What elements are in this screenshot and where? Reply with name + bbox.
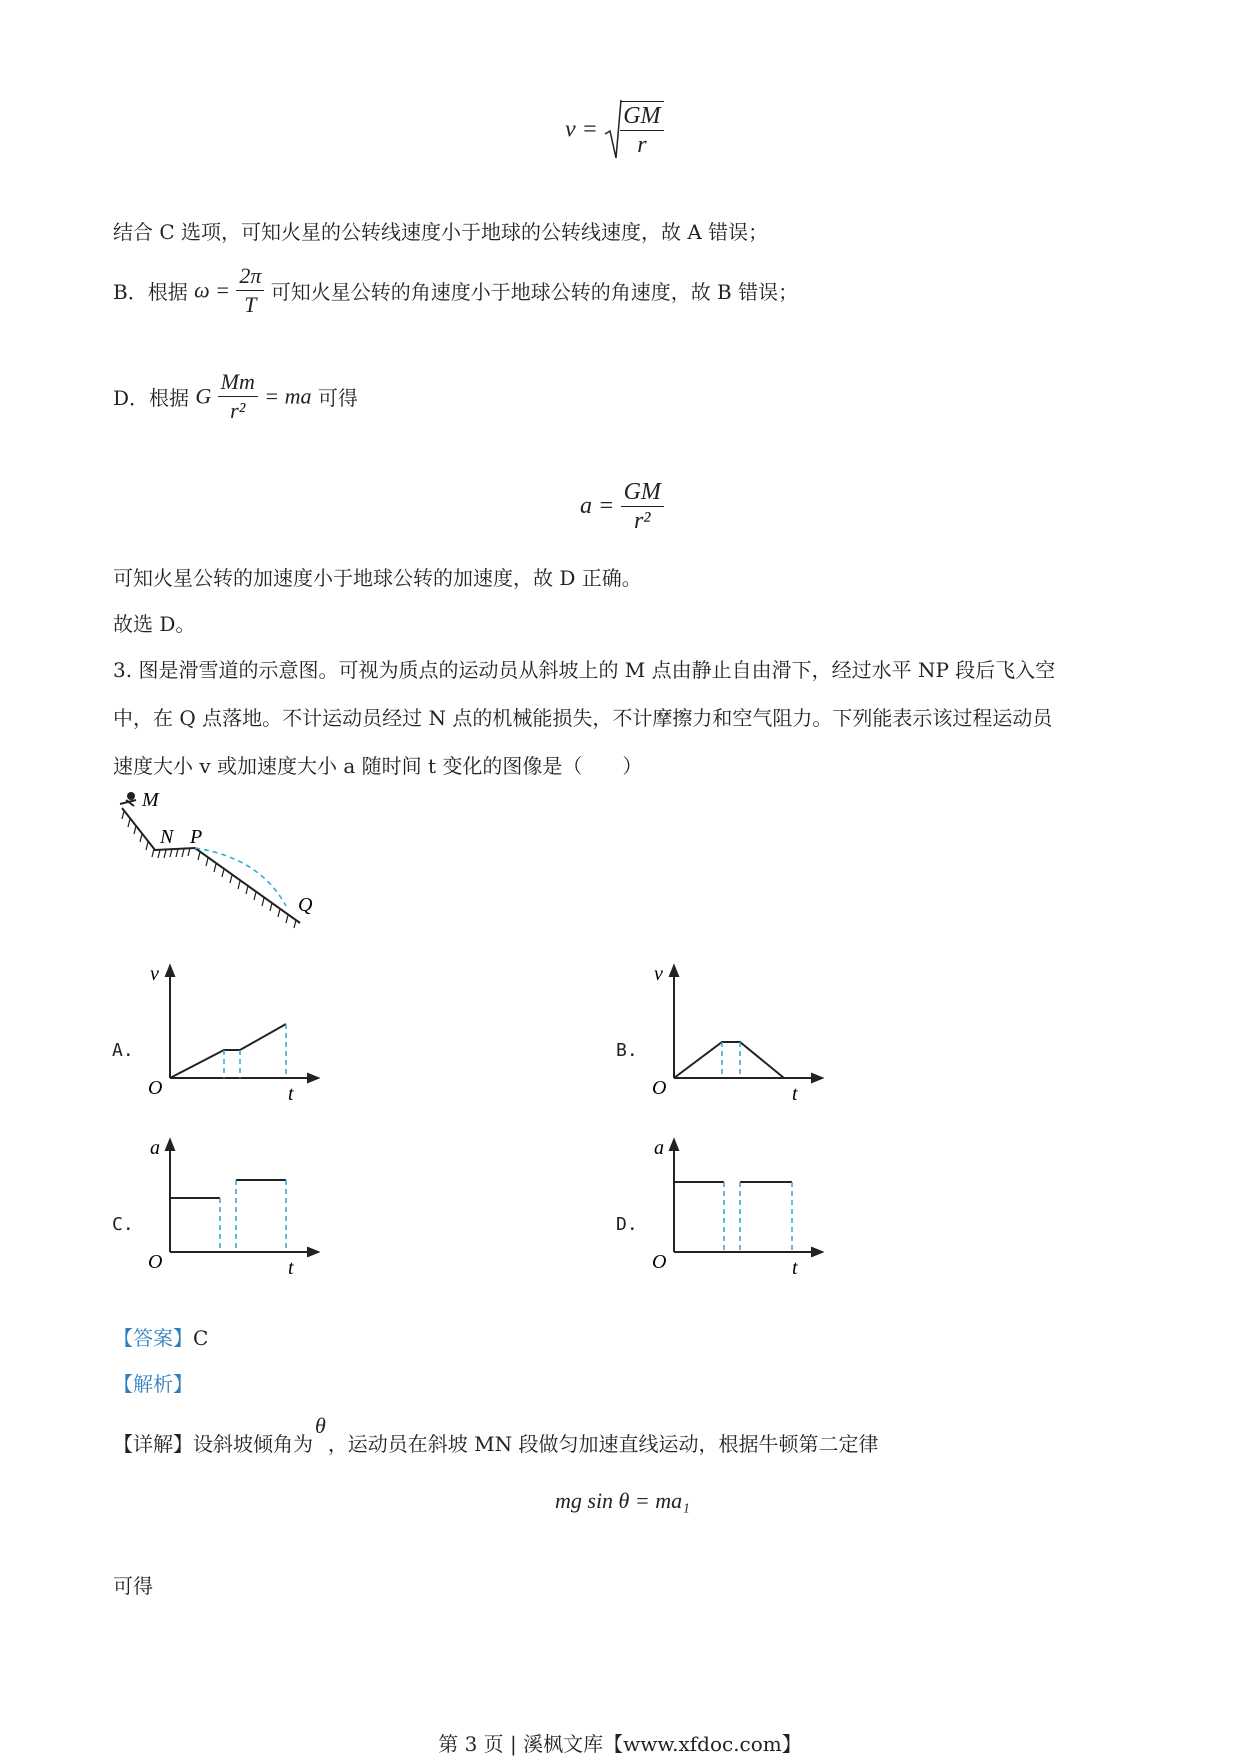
option-c-graph[interactable] (140, 1134, 320, 1284)
option-d-origin: O (652, 1251, 667, 1273)
page-footer: 第 3 页 | 溪枫文库【www.xfdoc.com】 (438, 1732, 802, 1756)
ski-slope-diagram (110, 788, 330, 938)
label-q: Q (298, 894, 313, 916)
eq-v-lhs: v = (565, 116, 598, 143)
acceleration-segments (170, 1180, 286, 1198)
detail-text-2: ，运动员在斜坡 MN 段做匀加速直线运动，根据牛顿第二定律 (327, 1432, 879, 1456)
kede-line: 可得 (113, 1574, 153, 1598)
velocity-line (170, 1024, 286, 1078)
option-c-origin: O (148, 1251, 163, 1273)
velocity-line (674, 1042, 784, 1078)
equation-newton (555, 1488, 690, 1514)
omega-den: T (244, 292, 257, 317)
option-a-xlabel: t (288, 1083, 294, 1105)
analysis-tag: 【解析】 (113, 1372, 193, 1396)
label-m: M (142, 789, 159, 811)
omega-num: 2π (236, 262, 264, 291)
option-d-graph[interactable] (644, 1134, 824, 1284)
detail-tag: 【详解】 (113, 1432, 193, 1456)
skier-figure (120, 793, 136, 806)
option-a-label[interactable]: A. (112, 1040, 134, 1061)
eq-a-den: r² (633, 508, 651, 534)
theta-symbol: θ (315, 1413, 326, 1438)
option-c-ylabel: a (150, 1137, 160, 1159)
label-n: N (160, 826, 174, 848)
label-p: P (190, 826, 203, 848)
line-b-prefix: B．根据 (113, 280, 188, 304)
omega-lhs: ω = (194, 277, 230, 303)
option-a-graph[interactable] (140, 960, 320, 1110)
option-b-label[interactable]: B. (616, 1040, 638, 1061)
line-d (113, 368, 358, 425)
option-c-label[interactable]: C. (112, 1214, 134, 1235)
answer-tag: 【答案】 (113, 1326, 193, 1350)
option-b-ylabel: v (654, 963, 663, 985)
line-select: 故选 D。 (113, 612, 196, 636)
option-b-xlabel: t (792, 1083, 798, 1105)
option-b-graph[interactable] (644, 960, 824, 1110)
analysis-line (113, 1368, 193, 1397)
answer-value: C (193, 1326, 209, 1350)
eq-v-num: GM (620, 102, 663, 131)
option-d-ylabel: a (654, 1137, 664, 1159)
eq-a-lhs: a = (580, 493, 615, 519)
grav-g: G (195, 383, 212, 409)
grav-rhs: = ma (264, 383, 312, 409)
q3-line-2: 中，在 Q 点落地。不计运动员经过 N 点的机械能损失，不计摩擦力和空气阻力。下列能表示该过程运动员 (113, 706, 1053, 730)
detail-line (113, 1413, 879, 1457)
slope-surface (122, 808, 300, 923)
grav-den: r² (230, 398, 246, 423)
line-d-suffix: 可得 (317, 386, 358, 410)
equation-velocity (565, 98, 664, 162)
line-d-prefix: D．根据 (113, 386, 190, 410)
option-a-ylabel: v (150, 963, 159, 985)
eq-a-num: GM (621, 478, 664, 507)
equation-acceleration (580, 478, 664, 535)
option-d-xlabel: t (792, 1257, 798, 1279)
detail-text-1: 设斜坡倾角为 (193, 1432, 313, 1456)
line-b-suffix: 可知火星公转的角速度小于地球公转的角速度，故 B 错误； (270, 280, 799, 304)
line-a-conclusion: 结合 C 选项，可知火星的公转线速度小于地球的公转线速度，故 A 错误； (113, 220, 769, 244)
line-b (113, 262, 798, 319)
answer-line (113, 1322, 208, 1351)
line-d-conclusion: 可知火星公转的加速度小于地球公转的加速度，故 D 正确。 (113, 566, 642, 590)
option-b-origin: O (652, 1077, 667, 1099)
option-a-origin: O (148, 1077, 163, 1099)
q3-line-3: 速度大小 v 或加速度大小 a 随时间 t 变化的图像是（ ） (113, 754, 643, 778)
option-d-label[interactable]: D. (616, 1214, 638, 1235)
slope-hatching (122, 811, 296, 928)
grav-num: Mm (218, 368, 258, 397)
eq-v-den: r (637, 132, 647, 158)
option-c-xlabel: t (288, 1257, 294, 1279)
q3-line-1: 3. 图是滑雪道的示意图。可视为质点的运动员从斜坡上的 M 点由静止自由滑下，经过水平 NP 段后飞入空 (113, 658, 1056, 682)
eq-newton-text: mg sin θ = ma₁ (555, 1488, 690, 1513)
